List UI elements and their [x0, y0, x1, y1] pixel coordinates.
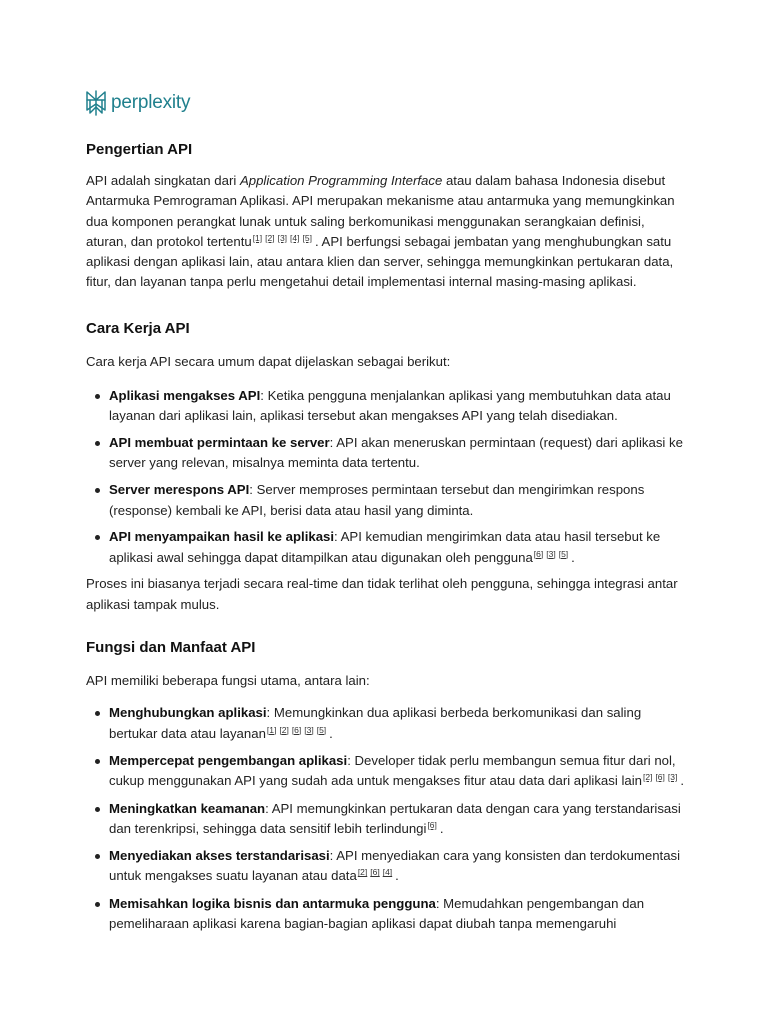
citation-link[interactable]: [3] — [667, 772, 678, 783]
text-segment: API adalah singkatan dari — [86, 173, 240, 188]
list-item — [109, 751, 686, 792]
citation-link[interactable]: [4] — [382, 867, 393, 878]
citation-link[interactable]: [6] — [655, 772, 665, 783]
list-item-title: Server merespons API — [109, 482, 250, 498]
list-item-text: : Ketika pengguna menjalankan aplikasi yang membutuhkan data atau layanan dari aplikasi lain, aplikasi tersebut akan mengakses API yang telah disediakan. — [109, 388, 671, 424]
citation-link[interactable]: [1] — [252, 232, 263, 243]
citation-group — [252, 234, 315, 249]
list-item-text: : API menyediakan cara yang konsisten dan terdokumentasi untuk mengakses suatu layanan atau data — [109, 848, 681, 884]
citation-link[interactable]: [2] — [642, 772, 653, 783]
intro-fungsi: API memiliki beberapa fungsi utama, antara lain: — [86, 673, 370, 689]
citation-link[interactable]: [1] — [266, 724, 277, 735]
perplexity-logo-icon — [85, 90, 107, 116]
list-item — [109, 480, 686, 521]
perplexity-logo-text: perplexity — [111, 92, 191, 113]
citation-link[interactable]: [5] — [302, 232, 312, 243]
citation-link[interactable]: [2] — [357, 867, 368, 878]
list-item-text: : Memudahkan pengembangan dan pemeliharaan aplikasi karena bagian-bagian aplikasi dapat diubah tanpa memengaruhi — [109, 895, 645, 932]
citation-link[interactable]: [6] — [291, 724, 302, 735]
list-item-title: Mempercepat pengembangan aplikasi — [109, 752, 348, 768]
list-item-text: : Developer tidak perlu membangun semua fitur dari nol, cukup menggunakan API yang sudah ada untuk mengakses fitur atau data dari aplikasi lain — [109, 752, 676, 789]
list-cara-kerja — [86, 386, 686, 568]
intro-cara-kerja: Cara kerja API secara umum dapat dijelaskan sebagai berikut: — [86, 353, 451, 369]
list-item-text: : API akan meneruskan permintaan (request) dari aplikasi ke server yang relevan, misalnya meminta data tertentu. — [109, 435, 683, 471]
text-segment: atau dalam bahasa Indonesia disebut Antarmuka Pemrograman Aplikasi. API merupakan mekanisme atau antarmuka yang memungkinkan dua komponen perangkat lunak untuk saling berkomunikasi menggunakan serangkaian definisi, aturan, dan protokol tertentu — [86, 173, 675, 249]
citation-group — [266, 726, 329, 741]
citation-link[interactable]: [3] — [304, 724, 314, 735]
list-item-title: Menyediakan akses terstandarisasi — [109, 848, 330, 864]
text-segment: . API berfungsi sebagai jembatan yang menghubungkan satu aplikasi dengan aplikasi lain, atau antara klien dan server, sehingga memungkinkan pertukaran data, fitur, dan layanan tanpa perlu mengetahui detail implementasi internal masing-masing aplikasi. — [86, 233, 674, 290]
perplexity-logo — [85, 90, 190, 116]
list-item — [109, 386, 686, 427]
article-content — [86, 139, 686, 941]
list-item-text: : Memungkinkan dua aplikasi berbeda berkomunikasi dan saling bertukar data atau layanan — [109, 705, 642, 741]
citation-link[interactable]: [5] — [558, 548, 569, 559]
citation-link[interactable]: [5] — [316, 724, 327, 735]
list-item — [109, 703, 686, 744]
list-item-end: . — [439, 820, 444, 836]
citation-group — [533, 550, 571, 565]
list-item-text: : Server memproses permintaan tersebut dan mengirimkan respons (response) kembali ke API, berisi data atau hasil yang diminta. — [109, 482, 645, 518]
list-item — [109, 846, 686, 887]
list-item-title: Meningkatkan keamanan — [109, 800, 266, 816]
list-item — [109, 894, 686, 935]
citation-link[interactable]: [3] — [546, 548, 556, 559]
citation-group — [426, 821, 439, 836]
citation-link[interactable]: [6] — [533, 548, 544, 559]
list-item — [109, 433, 686, 474]
section-heading-fungsi: Fungsi dan Manfaat API — [86, 639, 256, 657]
list-item-end: . — [680, 773, 685, 789]
list-item-title: API menyampaikan hasil ke aplikasi — [109, 529, 335, 545]
outro-cara-kerja: Proses ini biasanya terjadi secara real-time dan tidak terlihat oleh pengguna, sehingga integrasi antar aplikasi tampak mulus. — [86, 576, 678, 612]
section-heading-pengertian: Pengertian API — [86, 141, 193, 158]
section-heading-cara-kerja: Cara Kerja API — [86, 319, 190, 337]
citation-group — [357, 868, 395, 883]
list-item-end: . — [395, 868, 399, 884]
list-item-title: Menghubungkan aplikasi — [109, 705, 267, 721]
citation-link[interactable]: [3] — [277, 232, 288, 243]
list-item-title: API membuat permintaan ke server — [109, 435, 330, 451]
italic-term: Application Programming Interface — [239, 173, 443, 188]
list-item-text: : API kemudian mengirimkan data atau hasil tersebut ke aplikasi awal sehingga dapat ditampilkan atau digunakan oleh pengguna — [109, 529, 661, 565]
list-item-end: . — [571, 549, 575, 565]
citation-link[interactable]: [2] — [279, 724, 289, 735]
list-item-title: Aplikasi mengakses API — [109, 388, 261, 404]
list-item-end: . — [329, 725, 333, 741]
list-item-text: : API memungkinkan pertukaran data dengan cara yang terstandarisasi dan terenkripsi, sehingga data sensitif lebih terlindungi — [109, 800, 681, 836]
list-fungsi — [86, 703, 686, 934]
paragraph-pengertian — [86, 171, 686, 293]
citation-link[interactable]: [2] — [265, 232, 275, 243]
citation-group — [642, 773, 680, 788]
list-item-title: Memisahkan logika bisnis dan antarmuka pengguna — [109, 895, 436, 911]
list-item — [109, 527, 686, 568]
citation-link[interactable]: [6] — [370, 867, 380, 878]
citation-link[interactable]: [6] — [427, 819, 437, 830]
list-item — [109, 799, 686, 840]
citation-link[interactable]: [4] — [290, 232, 300, 243]
